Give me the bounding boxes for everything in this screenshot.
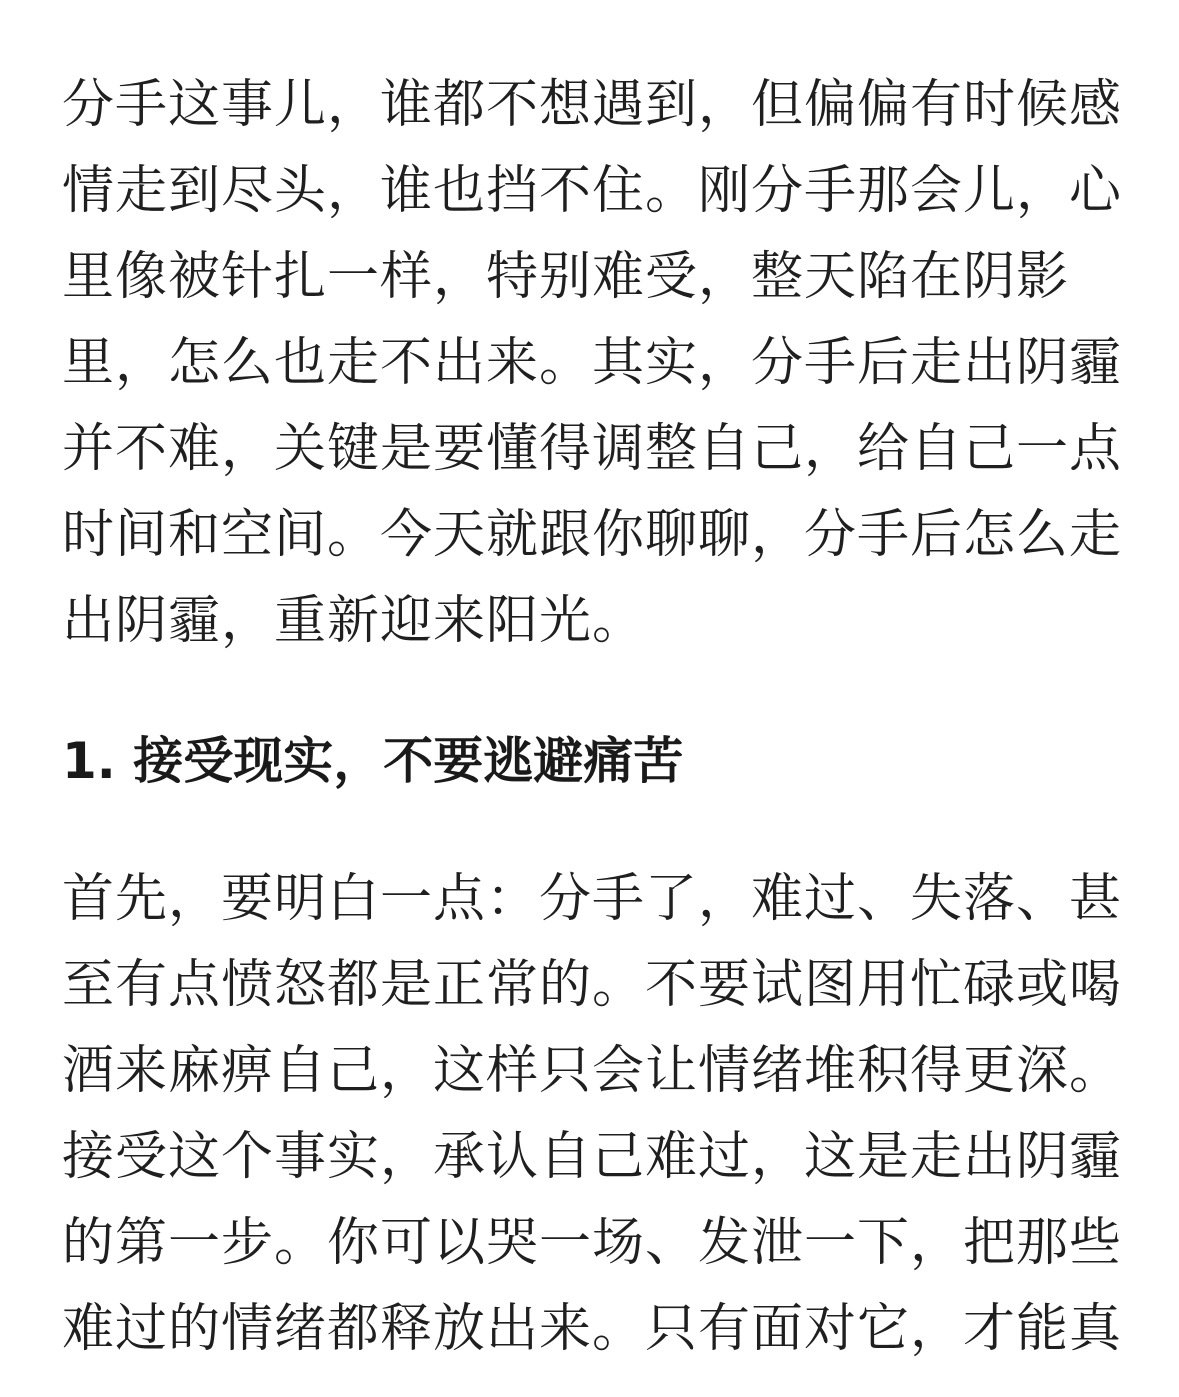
intro-paragraph: 分手这事儿，谁都不想遇到，但偏偏有时候感情走到尽头，谁也挡不住。刚分手那会儿，心里像被针扎一样，特别难受，整天陷在阴影里，怎么也走不出来。其实，分手后走出阴霾并不难，关键是要懂得调整自己，给自己一点时间和空间。今天就跟你聊聊，分手后怎么走出阴霾，重新迎来阳光。 — [62, 75, 1123, 651]
section-paragraph: 首先，要明白一点：分手了，难过、失落、甚至有点愤怒都是正常的。不要试图用忙碌或喝酒来麻痹自己，这样只会让情绪堆积得更深。接受这个事实，承认自己难过，这是走出阴霾的第一步。你可以哭一场、发泄一下，把那些难过的情绪都释放出来。只有面对它，才能真 — [62, 869, 1123, 1359]
article-body — [62, 62, 1122, 1372]
section-heading: 1. 接受现实，不要逃避痛苦 — [62, 732, 684, 790]
